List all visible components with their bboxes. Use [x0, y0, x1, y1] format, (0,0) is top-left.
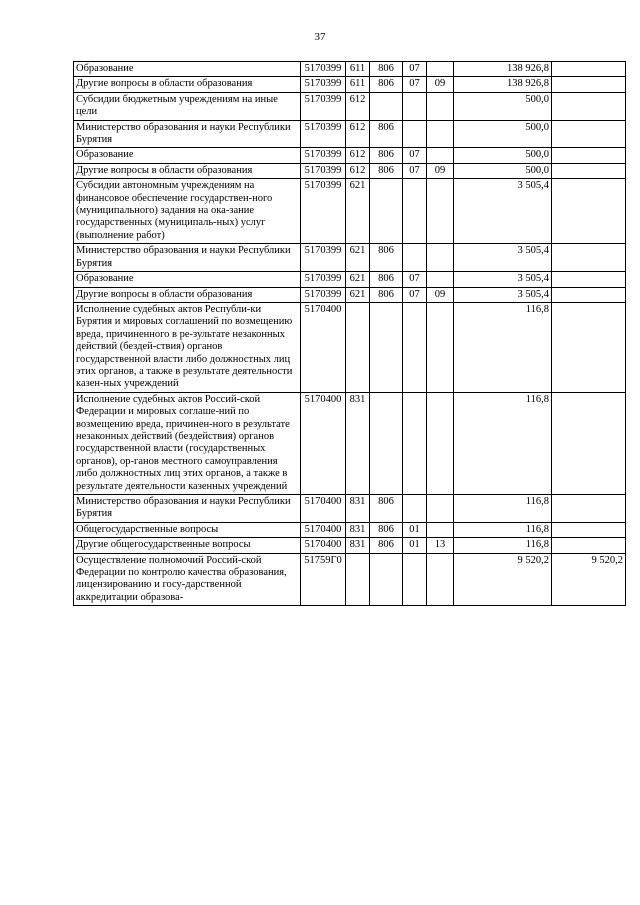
federal-amount-cell	[552, 287, 626, 302]
target-article-code-cell: 5170400	[301, 392, 346, 494]
table-row	[74, 272, 626, 287]
expense-type-code-cell: 831	[346, 495, 370, 523]
table-row	[74, 148, 626, 163]
subsection-code-cell: 09	[427, 287, 454, 302]
table-row	[74, 92, 626, 120]
section-code-cell	[403, 302, 427, 392]
federal-amount-cell	[552, 495, 626, 523]
target-article-code-cell: 5170400	[301, 302, 346, 392]
expense-name-cell: Министерство образования и науки Республики Бурятия	[74, 120, 301, 148]
expense-type-code-cell: 831	[346, 522, 370, 537]
subsection-code-cell	[427, 62, 454, 77]
federal-amount-cell	[552, 92, 626, 120]
table-row	[74, 62, 626, 77]
administrator-code-cell: 806	[370, 148, 403, 163]
administrator-code-cell	[370, 392, 403, 494]
amount-cell: 3 505,4	[454, 272, 552, 287]
section-code-cell	[403, 553, 427, 606]
federal-amount-cell	[552, 522, 626, 537]
target-article-code-cell: 5170399	[301, 77, 346, 92]
section-code-cell	[403, 120, 427, 148]
subsection-code-cell	[427, 392, 454, 494]
federal-amount-cell	[552, 244, 626, 272]
amount-cell: 138 926,8	[454, 77, 552, 92]
amount-cell: 138 926,8	[454, 62, 552, 77]
federal-amount-cell	[552, 272, 626, 287]
amount-cell: 3 505,4	[454, 287, 552, 302]
expense-name-cell: Другие вопросы в области образования	[74, 77, 301, 92]
subsection-code-cell	[427, 495, 454, 523]
target-article-code-cell: 5170399	[301, 120, 346, 148]
expense-type-code-cell: 611	[346, 77, 370, 92]
expense-name-cell: Образование	[74, 272, 301, 287]
federal-amount-cell	[552, 302, 626, 392]
expense-type-code-cell: 612	[346, 148, 370, 163]
table-row	[74, 287, 626, 302]
table-row	[74, 120, 626, 148]
federal-amount-cell	[552, 163, 626, 178]
section-code-cell	[403, 179, 427, 244]
target-article-code-cell: 5170399	[301, 92, 346, 120]
target-article-code-cell: 51759Г0	[301, 553, 346, 606]
section-code-cell: 07	[403, 77, 427, 92]
table-row	[74, 522, 626, 537]
subsection-code-cell	[427, 553, 454, 606]
expense-type-code-cell: 831	[346, 538, 370, 553]
expense-name-cell: Исполнение судебных актов Республи-ки Бурятия и мировых соглашений по возмещению вреда, причиненного в ре-зультате незаконных действий (бездей-ствия) органов государственной власти либо должностных лиц этих органов, а также в результате деятельности казен-ных учреждений	[74, 302, 301, 392]
amount-cell: 3 505,4	[454, 179, 552, 244]
section-code-cell: 01	[403, 522, 427, 537]
target-article-code-cell: 5170399	[301, 179, 346, 244]
section-code-cell	[403, 244, 427, 272]
administrator-code-cell	[370, 553, 403, 606]
administrator-code-cell: 806	[370, 538, 403, 553]
subsection-code-cell	[427, 272, 454, 287]
target-article-code-cell: 5170400	[301, 495, 346, 523]
expense-name-cell: Министерство образования и науки Республики Бурятия	[74, 495, 301, 523]
expense-type-code-cell	[346, 302, 370, 392]
target-article-code-cell: 5170399	[301, 148, 346, 163]
table-row	[74, 244, 626, 272]
section-code-cell: 07	[403, 62, 427, 77]
section-code-cell: 07	[403, 163, 427, 178]
amount-cell: 116,8	[454, 495, 552, 523]
subsection-code-cell	[427, 120, 454, 148]
section-code-cell: 01	[403, 538, 427, 553]
target-article-code-cell: 5170400	[301, 522, 346, 537]
section-code-cell: 07	[403, 148, 427, 163]
section-code-cell: 07	[403, 272, 427, 287]
amount-cell: 500,0	[454, 148, 552, 163]
table-row	[74, 163, 626, 178]
amount-cell: 3 505,4	[454, 244, 552, 272]
table-row	[74, 553, 626, 606]
expense-name-cell: Другие общегосударственные вопросы	[74, 538, 301, 553]
subsection-code-cell	[427, 179, 454, 244]
expense-name-cell: Осуществление полномочий Россий-ской Федерации по контролю качества образования, лицензированию и госу-дарственной аккредитации образова-	[74, 553, 301, 606]
expense-type-code-cell: 612	[346, 120, 370, 148]
table-row	[74, 179, 626, 244]
subsection-code-cell	[427, 302, 454, 392]
expense-name-cell: Другие вопросы в области образования	[74, 287, 301, 302]
federal-amount-cell	[552, 179, 626, 244]
expense-name-cell: Образование	[74, 62, 301, 77]
amount-cell: 116,8	[454, 522, 552, 537]
federal-amount-cell	[552, 120, 626, 148]
administrator-code-cell	[370, 302, 403, 392]
expense-type-code-cell: 612	[346, 92, 370, 120]
administrator-code-cell: 806	[370, 120, 403, 148]
amount-cell: 9 520,2	[454, 553, 552, 606]
administrator-code-cell: 806	[370, 287, 403, 302]
subsection-code-cell	[427, 244, 454, 272]
amount-cell: 116,8	[454, 538, 552, 553]
expense-name-cell: Исполнение судебных актов Россий-ской Федерации и мировых соглаше-ний по возмещению вреда, причинен-ного в результате незаконных действий (бездействия) органов государственной власти (государственных органов), ор-ганов местного самоуправления либо должностных лиц этих органов, а также в результате деятельности казенных учреждений	[74, 392, 301, 494]
subsection-code-cell: 09	[427, 163, 454, 178]
expense-type-code-cell: 621	[346, 272, 370, 287]
expense-name-cell: Общегосударственные вопросы	[74, 522, 301, 537]
section-code-cell	[403, 495, 427, 523]
amount-cell: 500,0	[454, 92, 552, 120]
target-article-code-cell: 5170399	[301, 272, 346, 287]
table-row	[74, 495, 626, 523]
table-row	[74, 538, 626, 553]
section-code-cell: 07	[403, 287, 427, 302]
expense-name-cell: Другие вопросы в области образования	[74, 163, 301, 178]
expense-type-code-cell: 612	[346, 163, 370, 178]
administrator-code-cell: 806	[370, 244, 403, 272]
budget-table	[73, 61, 626, 606]
subsection-code-cell: 09	[427, 77, 454, 92]
expense-type-code-cell	[346, 553, 370, 606]
expense-type-code-cell: 611	[346, 62, 370, 77]
administrator-code-cell	[370, 179, 403, 244]
administrator-code-cell: 806	[370, 522, 403, 537]
federal-amount-cell	[552, 538, 626, 553]
target-article-code-cell: 5170399	[301, 163, 346, 178]
administrator-code-cell: 806	[370, 495, 403, 523]
amount-cell: 116,8	[454, 302, 552, 392]
federal-amount-cell: 9 520,2	[552, 553, 626, 606]
target-article-code-cell: 5170399	[301, 244, 346, 272]
subsection-code-cell	[427, 522, 454, 537]
federal-amount-cell	[552, 62, 626, 77]
subsection-code-cell	[427, 92, 454, 120]
table-row	[74, 77, 626, 92]
administrator-code-cell: 806	[370, 272, 403, 287]
target-article-code-cell: 5170399	[301, 287, 346, 302]
table-row	[74, 392, 626, 494]
expense-type-code-cell: 621	[346, 244, 370, 272]
administrator-code-cell: 806	[370, 163, 403, 178]
table-body	[74, 62, 626, 606]
expense-type-code-cell: 621	[346, 287, 370, 302]
expense-name-cell: Субсидии автономным учреждениям на финансовое обеспечение государствен-ного (муниципального) задания на ока-зание государственных (муниципаль-ных) услуг (выполнение работ)	[74, 179, 301, 244]
federal-amount-cell	[552, 77, 626, 92]
expense-type-code-cell: 621	[346, 179, 370, 244]
expense-name-cell: Субсидии бюджетным учреждениям на иные цели	[74, 92, 301, 120]
section-code-cell	[403, 392, 427, 494]
administrator-code-cell: 806	[370, 77, 403, 92]
subsection-code-cell: 13	[427, 538, 454, 553]
page-number: 37	[314, 31, 326, 43]
target-article-code-cell: 5170400	[301, 538, 346, 553]
administrator-code-cell: 806	[370, 62, 403, 77]
table-row	[74, 302, 626, 392]
expense-name-cell: Министерство образования и науки Республики Бурятия	[74, 244, 301, 272]
amount-cell: 116,8	[454, 392, 552, 494]
expense-type-code-cell: 831	[346, 392, 370, 494]
section-code-cell	[403, 92, 427, 120]
amount-cell: 500,0	[454, 120, 552, 148]
target-article-code-cell: 5170399	[301, 62, 346, 77]
administrator-code-cell	[370, 92, 403, 120]
subsection-code-cell	[427, 148, 454, 163]
federal-amount-cell	[552, 148, 626, 163]
federal-amount-cell	[552, 392, 626, 494]
expense-name-cell: Образование	[74, 148, 301, 163]
amount-cell: 500,0	[454, 163, 552, 178]
